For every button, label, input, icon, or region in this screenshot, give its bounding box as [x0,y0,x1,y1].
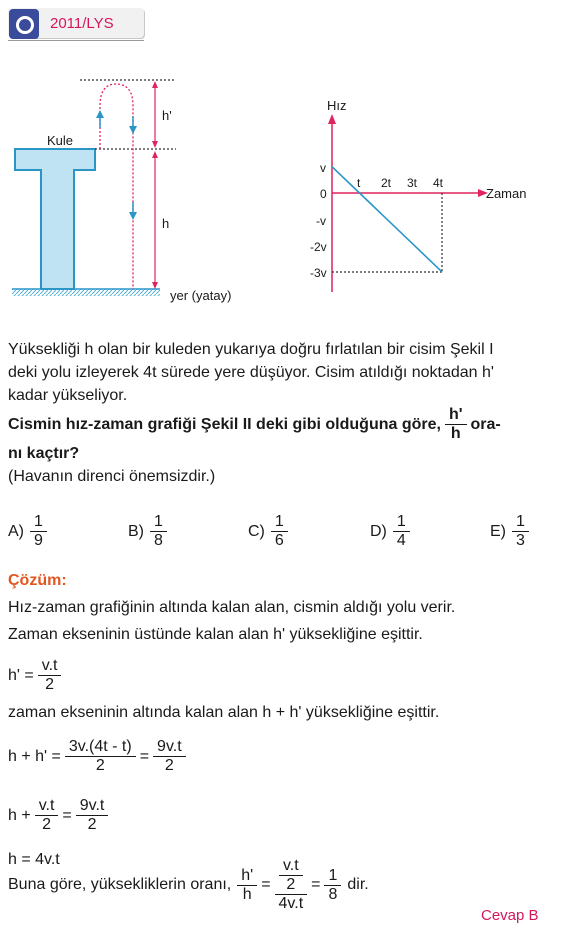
eq1-num: v.t [38,657,62,676]
final-text: Buna göre, yüksekliklerin oranı, [8,876,232,893]
final-nested-den: 2 [286,876,296,893]
final-nested-num: v.t [279,857,303,876]
eq3-fraction-2 [76,797,109,834]
option-e-fraction [512,513,529,550]
figure-velocity-graph [305,92,550,302]
final-f2-den: 4v.t [278,895,304,912]
eq2-equals: = [139,747,150,765]
option-e-num: 1 [512,513,529,532]
solution-line-3: zaman ekseninin altında kalan alan h + h' yüksekliğine eşittir. [8,704,440,721]
option-a-num: 1 [30,513,47,532]
header-divider [8,40,144,41]
eq3-fraction-1 [35,797,59,834]
option-c-num: 1 [271,513,288,532]
option-e-den: 3 [516,532,525,549]
equation-1 [8,657,61,694]
eq3-num-1: v.t [35,797,59,816]
eq3-den-2: 2 [87,816,97,833]
trajectory-path [100,84,133,289]
tower-shape [15,149,95,289]
option-b-fraction [150,513,167,550]
final-end: dir. [347,876,369,893]
final-ratio-line [8,853,369,917]
final-fraction-3 [324,867,341,904]
equation-3 [8,797,108,834]
final-fraction-2 [275,857,308,913]
x-axis-label: Zaman [486,186,527,201]
final-f1-den: h [242,885,252,903]
figure-tower [0,70,250,310]
option-b-den: 8 [154,532,163,549]
option-b-num: 1 [150,513,167,532]
eq3-equals: = [62,806,72,824]
eq2-den-1: 2 [95,757,105,774]
h-prime-label: h' [162,108,172,123]
option-d-den: 4 [396,532,406,549]
final-f3-num: 1 [324,867,341,886]
option-c-den: 6 [274,532,284,549]
final-fraction-1 [237,867,257,904]
eq2-lhs: h + h' = [8,747,61,765]
y-tick-neg-3v: -3v [310,266,327,280]
eq1-den: 2 [45,676,55,693]
option-d-fraction [393,513,410,550]
y-tick-0: 0 [320,187,327,201]
ground-hatch [12,289,160,296]
eq1-lhs: h' = [8,666,34,684]
option-d[interactable] [370,513,410,550]
final-equals-1: = [261,876,271,893]
question-line-1: Yüksekliği h olan bir kuleden yukarıya doğru fırlatılan bir cisim Şekil I [8,341,494,358]
option-d-num: 1 [393,513,410,532]
ratio-fraction [445,406,467,443]
option-b-letter: B) [128,522,144,540]
y-axis-label: Hız [327,98,347,113]
eq2-fraction-2 [153,738,186,775]
option-a-den: 9 [34,532,43,549]
option-e[interactable] [490,513,529,550]
ratio-num: h' [445,406,467,425]
final-f1-num: h' [237,867,257,886]
final-f3-den: 8 [328,885,338,903]
question-bold-line-2: nı kaçtır? [8,445,80,462]
solution-line-1: Hız-zaman grafiğinin altında kalan alan, cismin aldığı yolu verir. [8,599,456,616]
option-a[interactable] [8,513,47,550]
question-bold-end: ora- [470,415,501,433]
y-tick-neg-v: -v [316,214,326,228]
question-note: (Havanın direnci önemsizdir.) [8,468,216,485]
option-c[interactable] [248,513,288,550]
eq3-den-1: 2 [42,816,51,833]
eq2-den-2: 2 [164,757,174,774]
solution-line-2: Zaman ekseninin üstünde kalan alan h' yüksekliğine eşittir. [8,626,423,643]
question-line-3: kadar yükseliyor. [8,387,128,404]
eq3-lhs: h + [8,806,31,824]
final-f2-num [275,857,307,895]
final-nested-fraction [279,857,303,894]
solution-title: Çözüm: [8,572,67,589]
eq2-num-1: 3v.(4t - t) [65,738,136,757]
x-tick-t: t [357,176,361,190]
option-e-letter: E) [490,522,506,540]
option-a-fraction [30,513,47,550]
question-bold-line-1 [8,406,501,443]
x-tick-4t: 4t [433,176,444,190]
y-tick-v: v [320,161,326,175]
x-tick-3t: 3t [407,176,418,190]
x-tick-2t: 2t [381,176,392,190]
option-b[interactable] [128,513,167,550]
ratio-den: h [450,425,461,442]
equation-2 [8,738,186,775]
eq2-fraction-1 [65,738,136,775]
equation-4: h = 4v.t [8,851,60,868]
answer-label: Cevap B [481,907,539,924]
y-tick-neg-2v: -2v [310,240,327,254]
header-tag-label: 2011/LYS [50,15,114,32]
question-bold-text: Cismin hız-zaman grafiği Şekil II deki gibi olduğuna göre, [8,415,441,433]
h-label: h [162,216,170,231]
tower-label: Kule [47,133,74,148]
option-c-fraction [271,513,288,550]
final-equals-2: = [311,876,321,893]
eq2-num-2: 9v.t [153,738,186,757]
question-line-2: deki yolu izleyerek 4t sürede yere düşüyor. Cisim atıldığı noktadan h' [8,364,494,381]
option-a-letter: A) [8,522,24,540]
eq3-num-2: 9v.t [76,797,109,816]
eq1-fraction [38,657,62,694]
option-c-letter: C) [248,522,265,540]
option-d-letter: D) [370,522,387,540]
ground-label: yer (yatay) [170,288,232,303]
circle-logo-ring [16,16,34,34]
